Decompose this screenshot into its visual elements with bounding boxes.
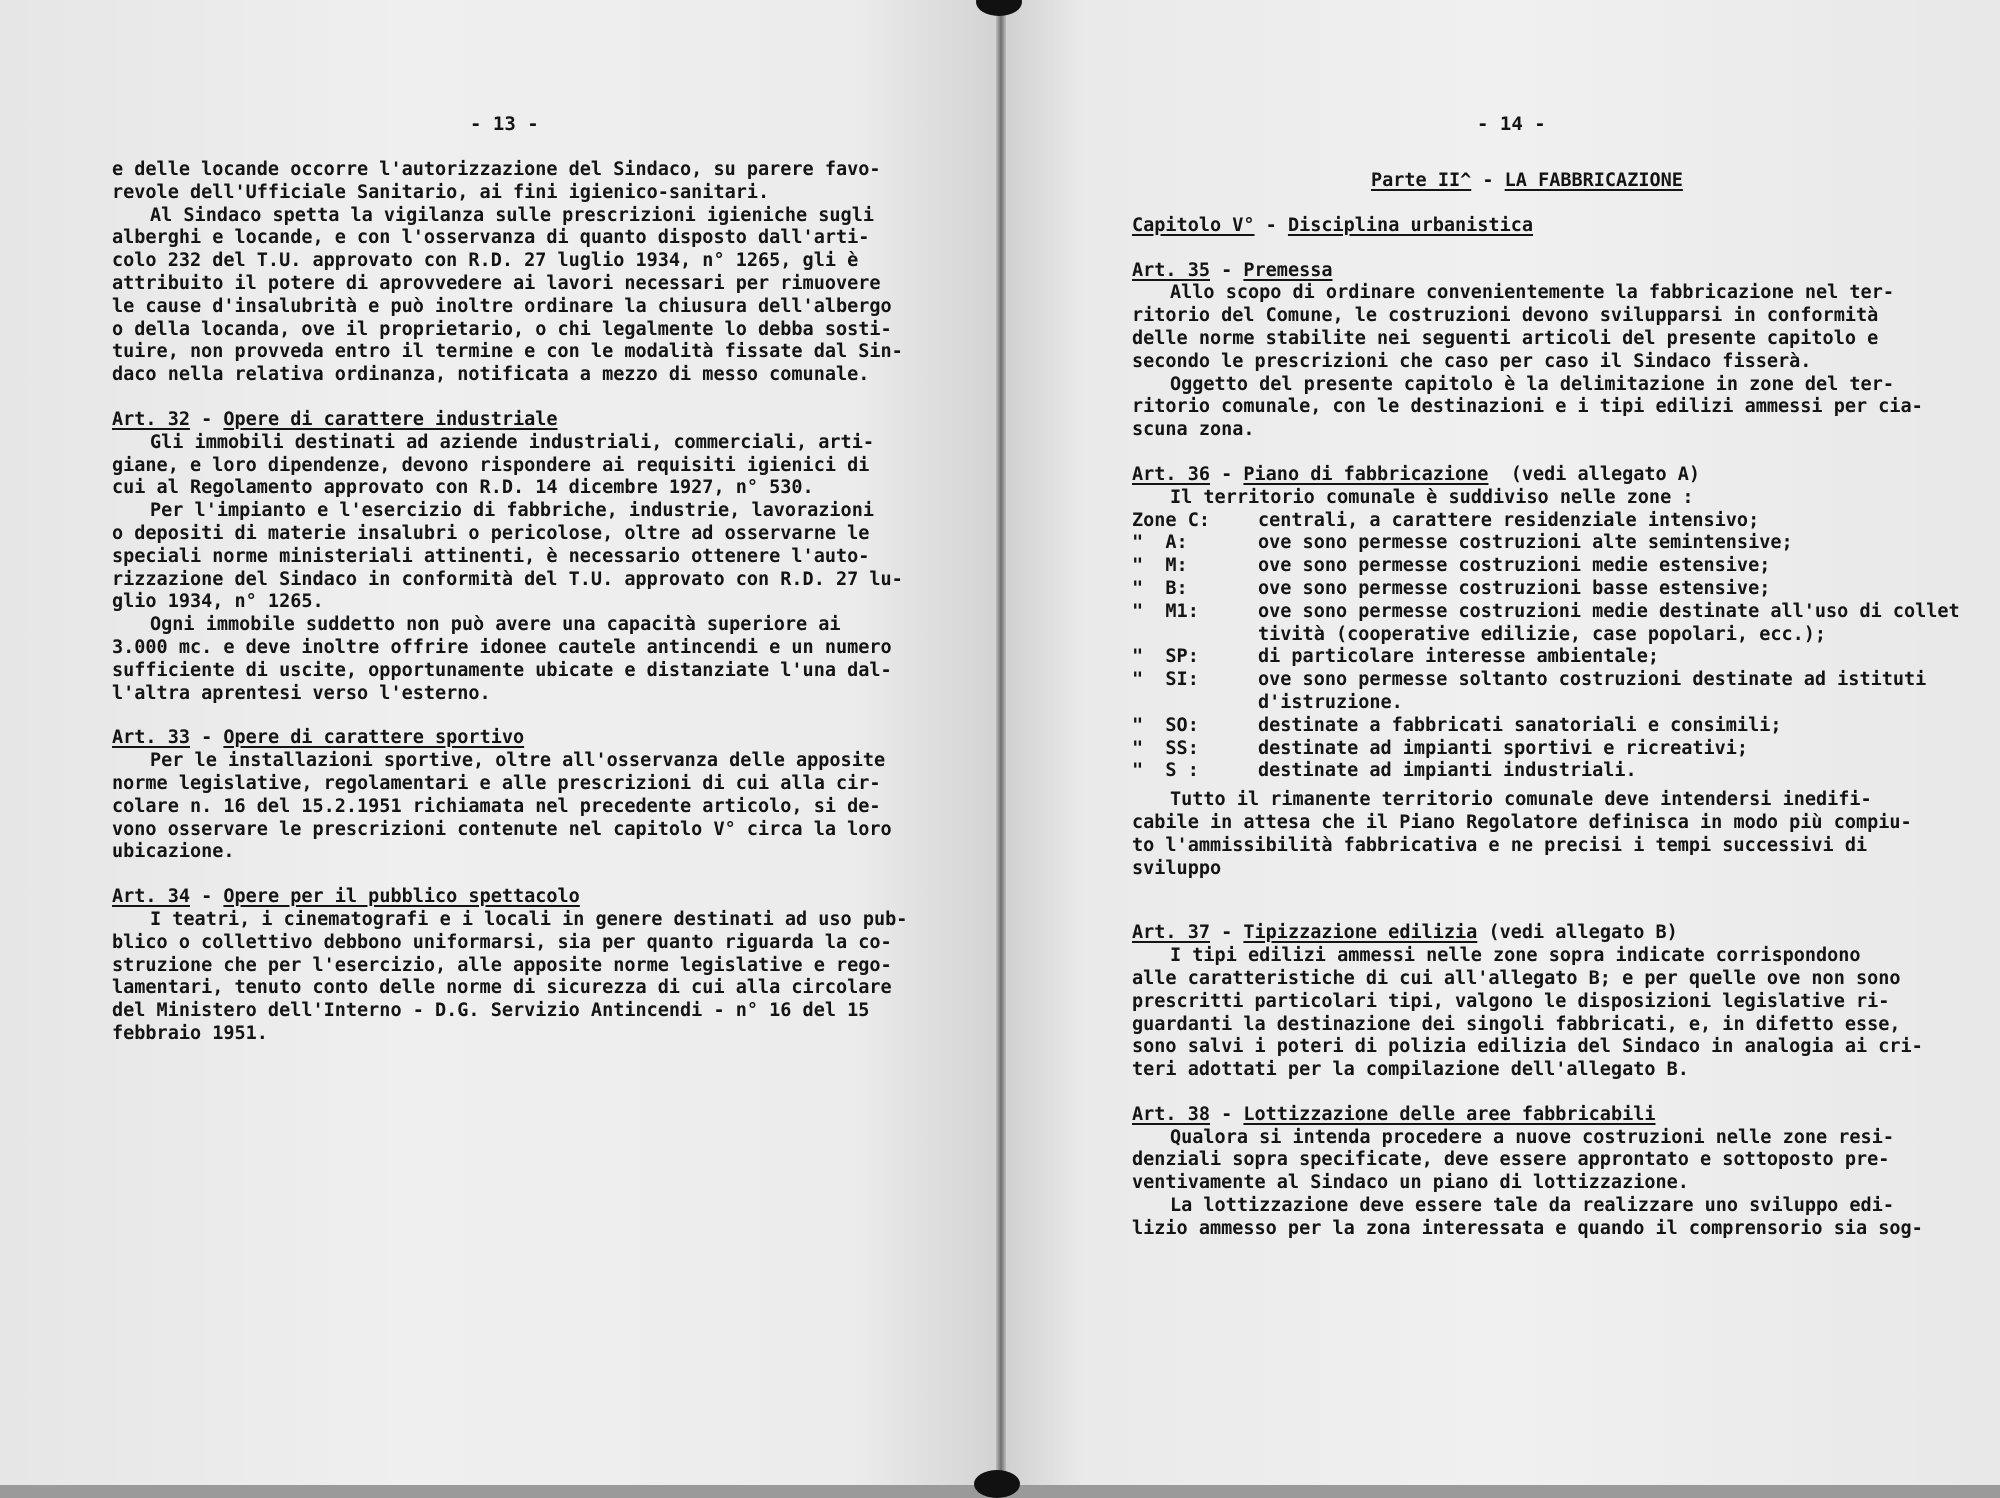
text-line: delle norme stabilite nei seguenti articoli del presente capitolo e (1132, 327, 1879, 349)
article-title: Opere di carattere sportivo (223, 727, 525, 749)
zone-row (1132, 669, 1994, 692)
text-line: colo 232 del T.U. approvato con R.D. 27 luglio 1934, n° 1265, gli è (112, 250, 859, 272)
heading-dash: - (1471, 170, 1505, 191)
heading-dash: - (1209, 922, 1244, 944)
zone-key: " SP: (1132, 646, 1199, 668)
zone-key: " B: (1132, 577, 1188, 599)
zone-row (1132, 532, 1994, 555)
chapter-title: Disciplina urbanistica (1287, 214, 1533, 236)
text-line: alberghi e locande, e con l'osservanza di quanto disposto dall'arti- (112, 227, 870, 249)
text-line: revole dell'Ufficiale Sanitario, ai fini igienico-sanitari. (112, 181, 770, 203)
zone-row (1132, 601, 1994, 624)
zone-text: tività (cooperative edilizie, case popolari, ecc.); (1258, 623, 1827, 645)
text-line: guardanti la destinazione dei singoli fabbricati, e, in difetto esse, (1132, 1013, 1901, 1035)
article-label: Art. 35 (1132, 259, 1210, 281)
text-line: I teatri, i cinematografi e i locali in genere destinati ad uso pub- (150, 908, 908, 930)
article-label: Art. 37 (1132, 922, 1210, 944)
left-text-column (112, 159, 992, 1046)
text-line: giane, e loro dipendenze, devono rispondere ai requisiti igienici di (112, 454, 870, 476)
zone-row (1132, 738, 1994, 761)
text-line: struzione che per l'esercizio, alle apposite norme legislative e rego- (112, 954, 892, 976)
text-line: 3.000 mc. e deve inoltre offrire idonee cautele antincendi e un numero (112, 636, 892, 658)
article-heading-35 (1132, 260, 1994, 283)
text-line: ubicazione. (112, 841, 235, 863)
zone-key: " SI: (1132, 669, 1199, 691)
text-line: o della locanda, ove il proprietario, o chi legalmente lo debba sosti- (112, 318, 892, 340)
article-title: Tipizzazione edilizia (1243, 922, 1478, 944)
text-line: teri adottati per la compilazione dell'allegato B. (1132, 1059, 1689, 1081)
text-line: sono salvi i poteri di polizia edilizia del Sindaco in analogia ai cri- (1132, 1036, 1923, 1058)
article-heading-38 (1132, 1104, 1994, 1127)
text-line: l'altra aprentesi verso l'esterno. (112, 682, 491, 704)
text-line: e delle locande occorre l'autorizzazione del Sindaco, su parere favo- (112, 159, 881, 180)
text-line: cui al Regolamento approvato con R.D. 14 dicembre 1927, n° 530. (112, 477, 814, 499)
text-line: Oggetto del presente capitolo è la delimitazione in zone del ter- (1170, 373, 1894, 395)
text-line: denziali sopra specificate, deve essere approntato e sottoposto pre- (1132, 1149, 1890, 1171)
text-line: scuna zona. (1132, 419, 1255, 441)
heading-dash: - (1209, 259, 1244, 281)
text-line: vono osservare le prescrizioni contenute nel capitolo V° circa la loro (112, 818, 892, 840)
heading-dash: - (1209, 463, 1244, 485)
text-line: le cause d'insalubrità e può inoltre ordinare la chiusura dell'albergo (112, 295, 892, 317)
zone-text: centrali, a carattere residenziale intensivo; (1258, 509, 1760, 531)
zone-key: " SS: (1132, 737, 1199, 759)
text-line: Qualora si intenda procedere a nuove costruzioni nelle zone resi- (1170, 1126, 1894, 1148)
text-line: speciali norme ministeriali attinenti, è necessario ottenere l'auto- (112, 545, 870, 567)
article-note: (vedi allegato B) (1488, 922, 1678, 944)
zone-text: destinate ad impianti sportivi e ricreativi; (1258, 737, 1749, 759)
zone-row (1132, 760, 1994, 783)
text-line: norme legislative, regolamentari e alle prescrizioni di cui alla cir- (112, 772, 881, 794)
article-label: Art. 32 (112, 408, 190, 430)
binder-clip-bottom (974, 1470, 1020, 1498)
heading-dash: - (1254, 214, 1288, 236)
article-label: Art. 33 (112, 727, 190, 749)
zone-row (1132, 692, 1994, 715)
text-line: Per l'impianto e l'esercizio di fabbriche, industrie, lavorazioni (150, 500, 874, 522)
text-line: Allo scopo di ordinare convenientemente la fabbricazione nel ter- (1170, 282, 1894, 304)
zone-text: ove sono permesse costruzioni medie destinate all'uso di collet (1258, 600, 1960, 622)
text-line: Gli immobili destinati ad aziende industriali, commerciali, arti- (150, 431, 874, 453)
text-line: rizzazione del Sindaco in conformità del T.U. approvato con R.D. 27 lu- (112, 568, 903, 590)
heading-dash: - (189, 727, 224, 749)
zone-row (1132, 510, 1994, 533)
zone-text: d'istruzione. (1258, 691, 1403, 713)
text-line: o depositi di materie insalubri o pericolose, oltre ad osservarne le (112, 522, 870, 544)
part-heading (1132, 170, 1994, 193)
zone-text: ove sono permesse soltanto costruzioni destinate ad istituti (1258, 669, 1927, 691)
zone-row (1132, 578, 1994, 601)
text-line: colare n. 16 del 15.2.1951 richiamata nel precedente articolo, si de- (112, 795, 881, 817)
zone-key: Zone C: (1132, 509, 1210, 531)
heading-dash: - (189, 408, 224, 430)
right-page (1003, 0, 2000, 1485)
zone-key: " S : (1132, 760, 1199, 782)
zone-text: di particolare interesse ambientale; (1258, 646, 1659, 668)
text-line: del Ministero dell'Interno - D.G. Servizio Antincendi - n° 16 del 15 (112, 1000, 870, 1022)
text-line: febbraio 1951. (112, 1022, 268, 1044)
zone-key: " M1: (1132, 600, 1199, 622)
zone-row (1132, 646, 1994, 669)
part-title: LA FABBRICAZIONE (1504, 170, 1683, 191)
text-line: ritorio comunale, con le destinazioni e i tipi edilizi ammessi per cia- (1132, 396, 1923, 418)
text-line: Il territorio comunale è suddiviso nelle zone : (1170, 486, 1694, 508)
chapter-label: Capitolo V° (1132, 214, 1255, 236)
article-heading-34 (112, 886, 992, 909)
text-line: attribuito il potere di aprovvedere ai lavori necessari per rimuovere (112, 272, 881, 294)
zone-text: ove sono permesse costruzioni basse estensive; (1258, 577, 1771, 599)
article-label: Art. 36 (1132, 463, 1210, 485)
book-spine (996, 0, 1006, 1485)
text-line: Tutto il rimanente territorio comunale deve intendersi inedifi- (1170, 789, 1872, 811)
article-title: Piano di fabbricazione (1243, 463, 1489, 485)
page-number: - 13 - (470, 113, 539, 135)
zone-text: destinate a fabbricati sanatoriali e consimili; (1258, 714, 1782, 736)
text-line: sviluppo (1132, 857, 1222, 879)
text-line: ventivamente al Sindaco un piano di lottizzazione. (1132, 1172, 1689, 1194)
text-line: daco nella relativa ordinanza, notificata a mezzo di messo comunale. (112, 364, 870, 386)
article-heading-37 (1132, 922, 1994, 945)
zone-row (1132, 624, 1994, 647)
article-label: Art. 38 (1132, 1103, 1210, 1125)
chapter-heading (1132, 215, 1994, 238)
zone-key: " M: (1132, 555, 1188, 577)
article-heading-33 (112, 727, 992, 750)
zone-key: " SO: (1132, 714, 1199, 736)
text-line: I tipi edilizi ammessi nelle zone sopra indicate corrispondono (1170, 945, 1861, 967)
left-page (0, 0, 1003, 1485)
text-line: Ogni immobile suddetto non può avere una capacità superiore ai (150, 614, 841, 636)
text-line: La lottizzazione deve essere tale da realizzare uno sviluppo edi- (1170, 1195, 1894, 1217)
article-heading-36 (1132, 464, 1994, 487)
text-line: lizio ammesso per la zona interessata e quando il comprensorio sia sog- (1132, 1217, 1923, 1239)
article-title: Premessa (1243, 259, 1333, 281)
page-number: - 14 - (1477, 113, 1546, 135)
text-line: secondo le prescrizioni che caso per caso il Sindaco fisserà. (1132, 350, 1812, 372)
zone-text: destinate ad impianti industriali. (1258, 760, 1637, 782)
text-line: prescritti particolari tipi, valgono le disposizioni legislative ri- (1132, 990, 1890, 1012)
text-line: alle caratteristiche di cui all'allegato B; e per quelle ove non sono (1132, 967, 1901, 989)
text-line: glio 1934, n° 1265. (112, 591, 324, 613)
zone-row (1132, 715, 1994, 738)
article-label: Art. 34 (112, 886, 190, 908)
text-line: blico o collettivo debbono uniformarsi, sia per quanto riguarda la co- (112, 931, 892, 953)
text-line: Al Sindaco spetta la vigilanza sulle prescrizioni igieniche sugli (150, 204, 874, 226)
zone-row (1132, 555, 1994, 578)
right-text-column (1132, 170, 1994, 1241)
text-line: to l'ammissibilità fabbricativa e ne precisi i tempi successivi di (1132, 834, 1868, 856)
zone-text: ove sono permesse costruzioni medie estensive; (1258, 555, 1771, 577)
article-note: (vedi allegato A) (1510, 463, 1701, 485)
text-line: lamentari, tenuto conto delle norme di sicurezza di cui alla circolare (112, 977, 892, 999)
text-line: ritorio del Comune, le costruzioni devono svilupparsi in conformità (1132, 305, 1879, 327)
text-line: sufficiente di uscite, opportunamente ubicate e distanziate l'una dal- (112, 659, 892, 681)
article-title: Opere di carattere industriale (223, 408, 558, 430)
text-line: cabile in attesa che il Piano Regolatore definisca in modo più compiu- (1132, 811, 1912, 833)
text-line: Per le installazioni sportive, oltre all'osservanza delle apposite (150, 750, 886, 772)
part-label: Parte II^ (1371, 170, 1472, 191)
article-heading-32 (112, 409, 992, 432)
article-title: Opere per il pubblico spettacolo (223, 886, 580, 908)
heading-dash: - (189, 886, 224, 908)
heading-dash: - (1209, 1103, 1244, 1125)
text-line: tuire, non provveda entro il termine e con le modalità fissate dal Sin- (112, 341, 903, 363)
zone-key: " A: (1132, 532, 1188, 554)
zone-text: ove sono permesse costruzioni alte semintensive; (1258, 532, 1793, 554)
article-title: Lottizzazione delle aree fabbricabili (1243, 1103, 1656, 1125)
